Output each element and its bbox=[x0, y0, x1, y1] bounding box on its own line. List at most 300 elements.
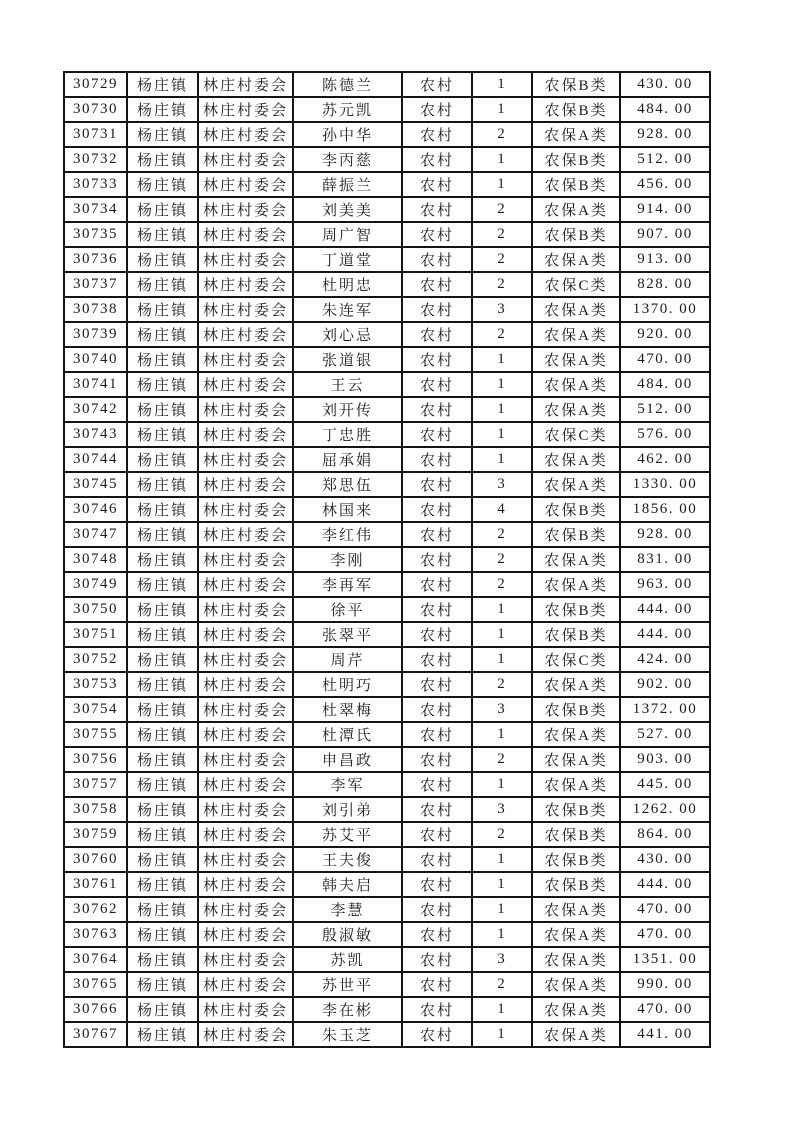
cell-insurance-category: 农保A类 bbox=[532, 897, 620, 922]
cell-insurance-category: 农保A类 bbox=[532, 672, 620, 697]
cell-insurance-category: 农保A类 bbox=[532, 772, 620, 797]
cell-person-count: 1 bbox=[472, 147, 532, 172]
cell-person-name: 张翠平 bbox=[293, 622, 402, 647]
cell-residence-type: 农村 bbox=[402, 572, 472, 597]
cell-insurance-category: 农保B类 bbox=[532, 172, 620, 197]
cell-village-committee: 林庄村委会 bbox=[198, 522, 293, 547]
cell-village-committee: 林庄村委会 bbox=[198, 597, 293, 622]
cell-residence-type: 农村 bbox=[402, 72, 472, 97]
cell-amount: 470. 00 bbox=[620, 897, 710, 922]
cell-person-count: 1 bbox=[472, 772, 532, 797]
cell-town: 杨庄镇 bbox=[127, 922, 198, 947]
cell-amount: 527. 00 bbox=[620, 722, 710, 747]
cell-insurance-category: 农保B类 bbox=[532, 97, 620, 122]
cell-amount: 512. 00 bbox=[620, 397, 710, 422]
cell-residence-type: 农村 bbox=[402, 97, 472, 122]
cell-person-count: 2 bbox=[472, 972, 532, 997]
cell-serial-number: 30767 bbox=[64, 1022, 127, 1047]
cell-village-committee: 林庄村委会 bbox=[198, 572, 293, 597]
cell-village-committee: 林庄村委会 bbox=[198, 297, 293, 322]
cell-town: 杨庄镇 bbox=[127, 372, 198, 397]
cell-amount: 484. 00 bbox=[620, 372, 710, 397]
cell-town: 杨庄镇 bbox=[127, 822, 198, 847]
cell-village-committee: 林庄村委会 bbox=[198, 472, 293, 497]
cell-residence-type: 农村 bbox=[402, 497, 472, 522]
cell-residence-type: 农村 bbox=[402, 747, 472, 772]
cell-serial-number: 30738 bbox=[64, 297, 127, 322]
cell-residence-type: 农村 bbox=[402, 797, 472, 822]
cell-village-committee: 林庄村委会 bbox=[198, 372, 293, 397]
cell-insurance-category: 农保B类 bbox=[532, 597, 620, 622]
cell-person-name: 刘美美 bbox=[293, 197, 402, 222]
cell-person-count: 2 bbox=[472, 747, 532, 772]
cell-insurance-category: 农保A类 bbox=[532, 572, 620, 597]
cell-person-count: 2 bbox=[472, 122, 532, 147]
cell-serial-number: 30739 bbox=[64, 322, 127, 347]
table-row bbox=[64, 497, 710, 522]
cell-amount: 576. 00 bbox=[620, 422, 710, 447]
table-row bbox=[64, 697, 710, 722]
table-row bbox=[64, 872, 710, 897]
cell-village-committee: 林庄村委会 bbox=[198, 872, 293, 897]
cell-amount: 512. 00 bbox=[620, 147, 710, 172]
cell-residence-type: 农村 bbox=[402, 197, 472, 222]
cell-insurance-category: 农保A类 bbox=[532, 122, 620, 147]
cell-amount: 990. 00 bbox=[620, 972, 710, 997]
cell-residence-type: 农村 bbox=[402, 122, 472, 147]
cell-insurance-category: 农保B类 bbox=[532, 797, 620, 822]
cell-village-committee: 林庄村委会 bbox=[198, 847, 293, 872]
cell-insurance-category: 农保A类 bbox=[532, 397, 620, 422]
cell-insurance-category: 农保A类 bbox=[532, 197, 620, 222]
cell-amount: 462. 00 bbox=[620, 447, 710, 472]
cell-serial-number: 30748 bbox=[64, 547, 127, 572]
table-row bbox=[64, 347, 710, 372]
cell-person-name: 陈德兰 bbox=[293, 72, 402, 97]
cell-village-committee: 林庄村委会 bbox=[198, 97, 293, 122]
cell-serial-number: 30761 bbox=[64, 872, 127, 897]
cell-amount: 470. 00 bbox=[620, 997, 710, 1022]
table-row bbox=[64, 322, 710, 347]
cell-serial-number: 30729 bbox=[64, 72, 127, 97]
payment-table-body bbox=[64, 72, 710, 1047]
cell-insurance-category: 农保A类 bbox=[532, 347, 620, 372]
cell-town: 杨庄镇 bbox=[127, 872, 198, 897]
cell-insurance-category: 农保C类 bbox=[532, 422, 620, 447]
cell-amount: 963. 00 bbox=[620, 572, 710, 597]
cell-person-count: 1 bbox=[472, 872, 532, 897]
table-row bbox=[64, 522, 710, 547]
cell-serial-number: 30763 bbox=[64, 922, 127, 947]
table-row bbox=[64, 897, 710, 922]
cell-village-committee: 林庄村委会 bbox=[198, 797, 293, 822]
table-row bbox=[64, 72, 710, 97]
cell-amount: 444. 00 bbox=[620, 622, 710, 647]
cell-insurance-category: 农保A类 bbox=[532, 322, 620, 347]
cell-person-name: 屈承娟 bbox=[293, 447, 402, 472]
cell-residence-type: 农村 bbox=[402, 297, 472, 322]
cell-amount: 928. 00 bbox=[620, 522, 710, 547]
cell-residence-type: 农村 bbox=[402, 772, 472, 797]
cell-amount: 470. 00 bbox=[620, 347, 710, 372]
cell-insurance-category: 农保C类 bbox=[532, 272, 620, 297]
cell-person-count: 3 bbox=[472, 947, 532, 972]
cell-village-committee: 林庄村委会 bbox=[198, 1022, 293, 1047]
table-row bbox=[64, 997, 710, 1022]
cell-serial-number: 30753 bbox=[64, 672, 127, 697]
table-row bbox=[64, 672, 710, 697]
cell-residence-type: 农村 bbox=[402, 847, 472, 872]
cell-insurance-category: 农保B类 bbox=[532, 622, 620, 647]
cell-town: 杨庄镇 bbox=[127, 247, 198, 272]
cell-town: 杨庄镇 bbox=[127, 147, 198, 172]
cell-person-count: 1 bbox=[472, 997, 532, 1022]
cell-insurance-category: 农保B类 bbox=[532, 72, 620, 97]
cell-village-committee: 林庄村委会 bbox=[198, 322, 293, 347]
cell-village-committee: 林庄村委会 bbox=[198, 447, 293, 472]
cell-village-committee: 林庄村委会 bbox=[198, 622, 293, 647]
cell-person-count: 1 bbox=[472, 647, 532, 672]
cell-serial-number: 30747 bbox=[64, 522, 127, 547]
cell-person-name: 王夫俊 bbox=[293, 847, 402, 872]
cell-town: 杨庄镇 bbox=[127, 422, 198, 447]
cell-village-committee: 林庄村委会 bbox=[198, 772, 293, 797]
cell-serial-number: 30734 bbox=[64, 197, 127, 222]
cell-residence-type: 农村 bbox=[402, 672, 472, 697]
cell-person-name: 杜明巧 bbox=[293, 672, 402, 697]
cell-person-name: 周芹 bbox=[293, 647, 402, 672]
cell-residence-type: 农村 bbox=[402, 247, 472, 272]
cell-village-committee: 林庄村委会 bbox=[198, 822, 293, 847]
cell-serial-number: 30756 bbox=[64, 747, 127, 772]
cell-amount: 831. 00 bbox=[620, 547, 710, 572]
cell-residence-type: 农村 bbox=[402, 147, 472, 172]
cell-town: 杨庄镇 bbox=[127, 547, 198, 572]
cell-town: 杨庄镇 bbox=[127, 772, 198, 797]
cell-insurance-category: 农保B类 bbox=[532, 872, 620, 897]
table-row bbox=[64, 922, 710, 947]
cell-person-count: 2 bbox=[472, 272, 532, 297]
cell-amount: 903. 00 bbox=[620, 747, 710, 772]
cell-residence-type: 农村 bbox=[402, 997, 472, 1022]
cell-person-count: 1 bbox=[472, 397, 532, 422]
cell-person-count: 3 bbox=[472, 697, 532, 722]
cell-village-committee: 林庄村委会 bbox=[198, 122, 293, 147]
cell-village-committee: 林庄村委会 bbox=[198, 972, 293, 997]
cell-amount: 864. 00 bbox=[620, 822, 710, 847]
cell-person-count: 2 bbox=[472, 822, 532, 847]
cell-person-name: 苏凯 bbox=[293, 947, 402, 972]
cell-amount: 828. 00 bbox=[620, 272, 710, 297]
cell-residence-type: 农村 bbox=[402, 172, 472, 197]
cell-village-committee: 林庄村委会 bbox=[198, 422, 293, 447]
table-row bbox=[64, 397, 710, 422]
table-row bbox=[64, 797, 710, 822]
cell-person-name: 朱玉芝 bbox=[293, 1022, 402, 1047]
table-row bbox=[64, 847, 710, 872]
cell-serial-number: 30731 bbox=[64, 122, 127, 147]
cell-insurance-category: 农保B类 bbox=[532, 847, 620, 872]
cell-person-name: 徐平 bbox=[293, 597, 402, 622]
table-row bbox=[64, 647, 710, 672]
cell-town: 杨庄镇 bbox=[127, 997, 198, 1022]
cell-residence-type: 农村 bbox=[402, 347, 472, 372]
cell-insurance-category: 农保C类 bbox=[532, 647, 620, 672]
cell-town: 杨庄镇 bbox=[127, 722, 198, 747]
cell-village-committee: 林庄村委会 bbox=[198, 672, 293, 697]
cell-village-committee: 林庄村委会 bbox=[198, 197, 293, 222]
cell-person-name: 杜明忠 bbox=[293, 272, 402, 297]
cell-person-count: 1 bbox=[472, 622, 532, 647]
cell-town: 杨庄镇 bbox=[127, 472, 198, 497]
cell-amount: 456. 00 bbox=[620, 172, 710, 197]
cell-person-name: 孙中华 bbox=[293, 122, 402, 147]
payment-table bbox=[63, 71, 711, 1048]
table-row bbox=[64, 747, 710, 772]
cell-village-committee: 林庄村委会 bbox=[198, 897, 293, 922]
cell-person-count: 1 bbox=[472, 847, 532, 872]
cell-insurance-category: 农保A类 bbox=[532, 1022, 620, 1047]
cell-person-count: 4 bbox=[472, 497, 532, 522]
cell-residence-type: 农村 bbox=[402, 922, 472, 947]
cell-serial-number: 30762 bbox=[64, 897, 127, 922]
cell-amount: 1262. 00 bbox=[620, 797, 710, 822]
cell-serial-number: 30754 bbox=[64, 697, 127, 722]
table-row bbox=[64, 947, 710, 972]
cell-insurance-category: 农保A类 bbox=[532, 297, 620, 322]
cell-village-committee: 林庄村委会 bbox=[198, 697, 293, 722]
cell-town: 杨庄镇 bbox=[127, 522, 198, 547]
cell-person-name: 王云 bbox=[293, 372, 402, 397]
cell-residence-type: 农村 bbox=[402, 322, 472, 347]
cell-town: 杨庄镇 bbox=[127, 697, 198, 722]
cell-person-count: 1 bbox=[472, 922, 532, 947]
cell-serial-number: 30737 bbox=[64, 272, 127, 297]
cell-insurance-category: 农保B类 bbox=[532, 522, 620, 547]
cell-person-name: 李慧 bbox=[293, 897, 402, 922]
cell-person-name: 苏艾平 bbox=[293, 822, 402, 847]
cell-village-committee: 林庄村委会 bbox=[198, 747, 293, 772]
cell-insurance-category: 农保A类 bbox=[532, 447, 620, 472]
cell-person-name: 李再军 bbox=[293, 572, 402, 597]
table-row bbox=[64, 172, 710, 197]
cell-town: 杨庄镇 bbox=[127, 272, 198, 297]
cell-town: 杨庄镇 bbox=[127, 297, 198, 322]
cell-serial-number: 30750 bbox=[64, 597, 127, 622]
cell-amount: 913. 00 bbox=[620, 247, 710, 272]
cell-amount: 1372. 00 bbox=[620, 697, 710, 722]
cell-residence-type: 农村 bbox=[402, 222, 472, 247]
cell-person-name: 杜翠梅 bbox=[293, 697, 402, 722]
cell-town: 杨庄镇 bbox=[127, 72, 198, 97]
cell-residence-type: 农村 bbox=[402, 1022, 472, 1047]
cell-serial-number: 30746 bbox=[64, 497, 127, 522]
cell-town: 杨庄镇 bbox=[127, 97, 198, 122]
cell-town: 杨庄镇 bbox=[127, 897, 198, 922]
cell-person-count: 2 bbox=[472, 222, 532, 247]
table-row bbox=[64, 147, 710, 172]
cell-residence-type: 农村 bbox=[402, 447, 472, 472]
cell-person-name: 丁忠胜 bbox=[293, 422, 402, 447]
cell-amount: 928. 00 bbox=[620, 122, 710, 147]
cell-person-count: 2 bbox=[472, 322, 532, 347]
cell-person-count: 1 bbox=[472, 372, 532, 397]
table-row bbox=[64, 372, 710, 397]
cell-person-name: 郑思伍 bbox=[293, 472, 402, 497]
cell-insurance-category: 农保B类 bbox=[532, 497, 620, 522]
table-row bbox=[64, 472, 710, 497]
cell-serial-number: 30757 bbox=[64, 772, 127, 797]
cell-serial-number: 30764 bbox=[64, 947, 127, 972]
cell-serial-number: 30745 bbox=[64, 472, 127, 497]
table-row bbox=[64, 572, 710, 597]
table-row bbox=[64, 1022, 710, 1047]
cell-residence-type: 农村 bbox=[402, 372, 472, 397]
cell-residence-type: 农村 bbox=[402, 822, 472, 847]
cell-town: 杨庄镇 bbox=[127, 322, 198, 347]
cell-insurance-category: 农保A类 bbox=[532, 372, 620, 397]
cell-serial-number: 30749 bbox=[64, 572, 127, 597]
cell-village-committee: 林庄村委会 bbox=[198, 547, 293, 572]
cell-insurance-category: 农保B类 bbox=[532, 147, 620, 172]
cell-serial-number: 30743 bbox=[64, 422, 127, 447]
table-row bbox=[64, 622, 710, 647]
cell-town: 杨庄镇 bbox=[127, 1022, 198, 1047]
cell-person-count: 1 bbox=[472, 447, 532, 472]
cell-amount: 1856. 00 bbox=[620, 497, 710, 522]
cell-residence-type: 农村 bbox=[402, 622, 472, 647]
cell-amount: 424. 00 bbox=[620, 647, 710, 672]
cell-person-count: 1 bbox=[472, 1022, 532, 1047]
cell-person-name: 刘心忌 bbox=[293, 322, 402, 347]
table-row bbox=[64, 422, 710, 447]
table-row bbox=[64, 972, 710, 997]
cell-residence-type: 农村 bbox=[402, 722, 472, 747]
cell-person-name: 薛振兰 bbox=[293, 172, 402, 197]
table-row bbox=[64, 122, 710, 147]
cell-amount: 914. 00 bbox=[620, 197, 710, 222]
cell-person-name: 韩夫启 bbox=[293, 872, 402, 897]
table-row bbox=[64, 597, 710, 622]
cell-serial-number: 30765 bbox=[64, 972, 127, 997]
table-row bbox=[64, 822, 710, 847]
cell-insurance-category: 农保A类 bbox=[532, 972, 620, 997]
cell-person-name: 李军 bbox=[293, 772, 402, 797]
cell-village-committee: 林庄村委会 bbox=[198, 922, 293, 947]
cell-person-count: 2 bbox=[472, 547, 532, 572]
cell-person-count: 1 bbox=[472, 347, 532, 372]
cell-person-name: 李在彬 bbox=[293, 997, 402, 1022]
cell-person-count: 1 bbox=[472, 422, 532, 447]
cell-insurance-category: 农保A类 bbox=[532, 947, 620, 972]
cell-person-name: 申昌政 bbox=[293, 747, 402, 772]
cell-residence-type: 农村 bbox=[402, 872, 472, 897]
cell-amount: 470. 00 bbox=[620, 922, 710, 947]
cell-village-committee: 林庄村委会 bbox=[198, 72, 293, 97]
cell-residence-type: 农村 bbox=[402, 422, 472, 447]
cell-serial-number: 30752 bbox=[64, 647, 127, 672]
cell-town: 杨庄镇 bbox=[127, 572, 198, 597]
table-row bbox=[64, 272, 710, 297]
cell-amount: 430. 00 bbox=[620, 72, 710, 97]
cell-insurance-category: 农保A类 bbox=[532, 247, 620, 272]
cell-serial-number: 30732 bbox=[64, 147, 127, 172]
cell-person-count: 1 bbox=[472, 72, 532, 97]
cell-serial-number: 30740 bbox=[64, 347, 127, 372]
cell-residence-type: 农村 bbox=[402, 397, 472, 422]
cell-serial-number: 30766 bbox=[64, 997, 127, 1022]
cell-person-name: 苏元凯 bbox=[293, 97, 402, 122]
cell-residence-type: 农村 bbox=[402, 947, 472, 972]
cell-village-committee: 林庄村委会 bbox=[198, 497, 293, 522]
cell-amount: 1370. 00 bbox=[620, 297, 710, 322]
cell-village-committee: 林庄村委会 bbox=[198, 272, 293, 297]
cell-insurance-category: 农保A类 bbox=[532, 722, 620, 747]
cell-town: 杨庄镇 bbox=[127, 647, 198, 672]
cell-serial-number: 30736 bbox=[64, 247, 127, 272]
cell-insurance-category: 农保A类 bbox=[532, 747, 620, 772]
cell-residence-type: 农村 bbox=[402, 472, 472, 497]
cell-person-name: 刘引弟 bbox=[293, 797, 402, 822]
cell-amount: 1330. 00 bbox=[620, 472, 710, 497]
cell-amount: 444. 00 bbox=[620, 597, 710, 622]
cell-residence-type: 农村 bbox=[402, 697, 472, 722]
cell-serial-number: 30744 bbox=[64, 447, 127, 472]
cell-person-count: 2 bbox=[472, 522, 532, 547]
cell-serial-number: 30758 bbox=[64, 797, 127, 822]
table-row bbox=[64, 447, 710, 472]
cell-serial-number: 30742 bbox=[64, 397, 127, 422]
cell-amount: 430. 00 bbox=[620, 847, 710, 872]
table-row bbox=[64, 547, 710, 572]
cell-amount: 1351. 00 bbox=[620, 947, 710, 972]
cell-insurance-category: 农保B类 bbox=[532, 822, 620, 847]
cell-person-name: 刘开传 bbox=[293, 397, 402, 422]
table-row bbox=[64, 772, 710, 797]
cell-serial-number: 30730 bbox=[64, 97, 127, 122]
cell-residence-type: 农村 bbox=[402, 647, 472, 672]
cell-village-committee: 林庄村委会 bbox=[198, 997, 293, 1022]
cell-serial-number: 30735 bbox=[64, 222, 127, 247]
cell-amount: 445. 00 bbox=[620, 772, 710, 797]
cell-person-name: 周广智 bbox=[293, 222, 402, 247]
table-row bbox=[64, 97, 710, 122]
cell-village-committee: 林庄村委会 bbox=[198, 647, 293, 672]
cell-amount: 444. 00 bbox=[620, 872, 710, 897]
cell-person-name: 李刚 bbox=[293, 547, 402, 572]
cell-residence-type: 农村 bbox=[402, 972, 472, 997]
cell-village-committee: 林庄村委会 bbox=[198, 222, 293, 247]
cell-person-count: 1 bbox=[472, 722, 532, 747]
cell-insurance-category: 农保B类 bbox=[532, 697, 620, 722]
cell-town: 杨庄镇 bbox=[127, 847, 198, 872]
cell-serial-number: 30751 bbox=[64, 622, 127, 647]
cell-insurance-category: 农保A类 bbox=[532, 997, 620, 1022]
cell-residence-type: 农村 bbox=[402, 897, 472, 922]
cell-person-count: 3 bbox=[472, 472, 532, 497]
cell-residence-type: 农村 bbox=[402, 547, 472, 572]
cell-serial-number: 30741 bbox=[64, 372, 127, 397]
cell-amount: 484. 00 bbox=[620, 97, 710, 122]
cell-residence-type: 农村 bbox=[402, 272, 472, 297]
cell-person-name: 殷淑敏 bbox=[293, 922, 402, 947]
cell-town: 杨庄镇 bbox=[127, 222, 198, 247]
cell-serial-number: 30760 bbox=[64, 847, 127, 872]
cell-person-name: 朱连军 bbox=[293, 297, 402, 322]
cell-person-name: 杜潭氏 bbox=[293, 722, 402, 747]
cell-serial-number: 30755 bbox=[64, 722, 127, 747]
cell-town: 杨庄镇 bbox=[127, 497, 198, 522]
